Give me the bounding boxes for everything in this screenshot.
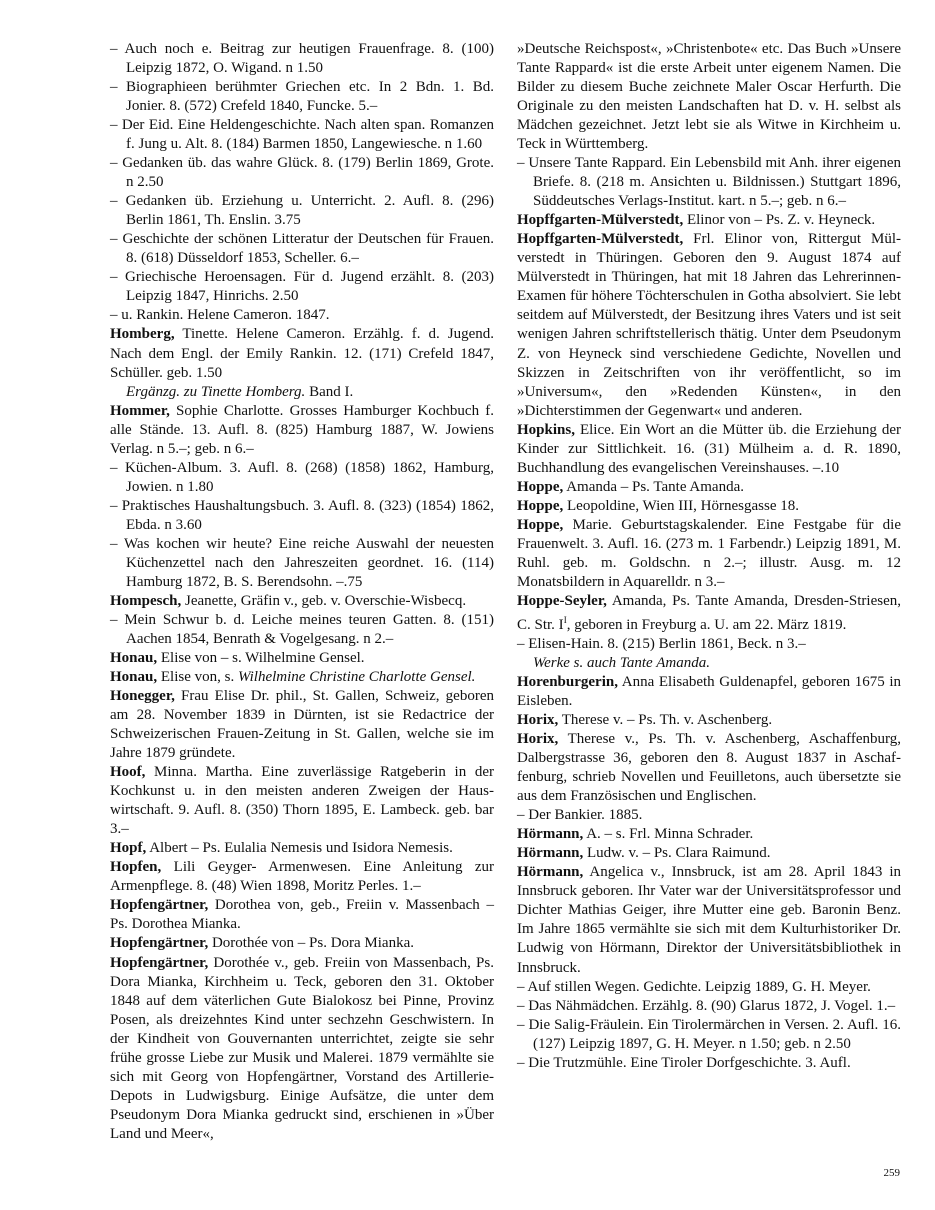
sub-entry: – Geschichte der schönen Litteratur der Deutschen für Frauen. 8. (618) Düsseldorf 1853, Scheller. 6.– (110, 231, 494, 267)
sub-entry: – Die Trutzmühle. Eine Tiroler Dorfgeschichte. 3. Aufl. (517, 1054, 851, 1071)
entry-headword: Hopfen, (110, 859, 162, 876)
sub-entry: – Mein Schwur b. d. Leiche meines teuren Gatten. 8. (151) Aachen 1854, Benrath & Vogelgesang. n 2.– (110, 611, 494, 647)
page-number: 259 (883, 1167, 900, 1179)
entry-text: Minna. Martha. Eine zuverlässige Ratgeberin in der Kochkunst u. in den meisten anderen Zweigen der Hauswirtschaft. 9. Aufl. 8. (350) Thorn 1895, E. Lambeck. geb. bar 3.– (110, 764, 494, 838)
entry (110, 649, 494, 668)
entry-headword: Hopfengärtner, (110, 935, 209, 952)
note-italic-text: Werke s. auch Tante Amanda. (533, 655, 710, 671)
entry (517, 478, 901, 497)
superscript: I (563, 614, 567, 625)
entry-text: Angelica v., Innsbruck, ist am 28. April 1843 in Innsbruck geboren. Ihr Vater war der Universitätsprofessor und Dichter Mathias Geiger, ihre Mutter eine geb. Baronin Benz. Im Jahre 1865 vermählte sie sich mit dem Kulturhistoriker Dr. Ludwig von Hörmann, Direktor der Universitätsbibliothek in Innsbruck. (517, 864, 901, 976)
entry-headword: Hoppe-Seyler, (517, 592, 607, 609)
sub-entry: – Auf stillen Wegen. Gedichte. Leipzig 1889, G. H. Meyer. (517, 978, 871, 995)
entry-text: Anna Elisabeth Guldenapfel, geboren 1675 in Eisleben. (517, 674, 901, 710)
sub-entry: – Elisen-Hain. 8. (215) Berlin 1861, Beck. n 3.– (517, 635, 806, 652)
entry (110, 954, 494, 1144)
sub-entry: – Unsere Tante Rappard. Ein Lebensbild mit Anh. ihrer eigenen Briefe. 8. (218 m. Ansichten u. Bildnissen.) Stuttgart 1896, Süddeutsches Verlags-Institut. kart. n 5.–; geb. n 6.– (517, 155, 901, 210)
entry (517, 211, 901, 230)
entry-headword: Hoppe, (517, 516, 564, 533)
entry-headword: Hoof, (110, 764, 146, 781)
entry-headword: Hopffgarten-Mülverstedt, (517, 212, 684, 229)
entry-headword: Hoppe, (517, 478, 564, 495)
entry-text: Jeanette, Gräfin v., geb. v. Overschie-Wisbecq. (181, 592, 467, 609)
entry-text: A. – s. Frl. Minna Schrader. (583, 826, 754, 843)
sub-entry: – Was kochen wir heute? Eine reiche Auswahl der neuesten Küchenzettel nach den Jahreszeiten geordnet. 16. (114) Hamburg 1872, B. S. Berendsohn. –.75 (110, 535, 494, 590)
entry-text: Elise von – s. Wilhelmine Gensel. (157, 650, 365, 666)
sub-entry: – Das Nähmädchen. Erzählg. 8. (90) Glarus 1872, J. Vogel. 1.– (517, 997, 896, 1014)
sub-entry: – Gedanken üb. das wahre Glück. 8. (179) Berlin 1869, Grote. n 2.50 (110, 155, 494, 191)
entry-headword: Hörmann, (517, 826, 584, 843)
entry-headword: Homberg, (110, 326, 175, 343)
entry (517, 592, 901, 635)
entry-text: Frau Elise Dr. phil., St. Gallen, Schweiz, geboren am 28. November 1839 in Dürnten, ist sie Redactrice der Schweizerischen Frauen-Zeitung in St. Gallen, welche sie im Jahre 1879 gründete. (110, 688, 494, 762)
entry-text: Amanda – Ps. Tante Amanda. (563, 478, 744, 495)
entry-text: Lili Geyger- Armenwesen. Eine Anleitung zur Armenpflege. 8. (48) Wien 1898, Moritz Perles. 1.– (110, 859, 494, 895)
entry (517, 516, 901, 592)
sub-entry: – Die Salig-Fräulein. Ein Tirolermärchen in Versen. 2. Aufl. 16. (127) Leipzig 1897, G. H. Meyer. n 1.50; geb. n 2.50 (517, 1016, 901, 1052)
entry-headword: Hommer, (110, 402, 170, 419)
entry-text: Dorothée von – Ps. Dora Mianka. (208, 935, 414, 952)
entry-italic-text: Wilhelmine Christine Charlotte Gensel. (237, 669, 476, 686)
entry (517, 497, 901, 516)
entry (110, 668, 494, 687)
entry-headword: Hörmann, (517, 845, 584, 862)
entry (110, 402, 494, 459)
right-column (517, 40, 901, 1073)
entry-headword: Honau, (110, 650, 158, 666)
cross-reference-note (517, 654, 901, 673)
entry-headword: Horenburgerin, (517, 674, 618, 691)
entry-headword: Hopffgarten-Mülverstedt, (517, 231, 684, 248)
sub-entry: – Gedanken üb. Erziehung u. Unterricht. 2. Aufl. 8. (296) Berlin 1861, Th. Enslin. 3.75 (110, 193, 494, 229)
entry (110, 592, 494, 611)
entry (517, 673, 901, 711)
entry (517, 863, 901, 977)
note-trailing-text: Band I. (305, 383, 354, 400)
note-italic-text: Ergänzg. zu Tinette Homberg. (126, 383, 306, 400)
entry-text: Elice. Ein Wort an die Mütter üb. die Erziehung der Kinder zur Sittlichkeit. 16. (31) Mülheim a. d. R. 1890, Buchhandlung des evangelischen Vereinshauses. –.10 (517, 421, 901, 476)
entry-text: Leopoldine, Wien III, Hörnesgasse 18. (563, 497, 799, 514)
entry-continuation: »Deutsche Reichspost«, »Christenbote« etc. Das Buch »Unsere Tante Rappard« ist die erste Arbeit unter eigenem Namen. Die Bilder zu diesem Buche zeichnete Maler Oscar Herfurth. Die Originale zu den meisten Landschaften hat D. v. H. selbst als Mädchen gezeichnet. Jetzt lebt sie als Witwe in Kirchheim u. Teck in Württemberg. (517, 41, 901, 153)
entry-headword: Hopfengärtner, (110, 897, 209, 914)
entry-headword: Hompesch, (110, 592, 182, 609)
entry-text-tail: , geboren in Freyburg a. U. am 22. März 1819. (566, 616, 847, 633)
entry (517, 421, 901, 478)
entry-text: Therese v., Ps. Th. v. Aschenberg, Aschaffenburg, Dalbergstrasse 36, geboren den 8. August 1837 in Aschaffenburg, schrieb Novellen und Feuilletons, auch übersetzte sie aus dem Französischen und Englischen. (517, 731, 901, 805)
sub-entry: – Praktisches Haushaltungsbuch. 3. Aufl. 8. (323) (1854) 1862, Ebda. n 3.60 (110, 497, 494, 533)
entry-text: Albert – Ps. Eulalia Nemesis und Isidora Nemesis. (146, 840, 453, 857)
entry-headword: Hopf, (110, 840, 147, 857)
entry-text: Sophie Charlotte. Grosses Hamburger Kochbuch f. alle Stände. 13. Aufl. 8. (825) Hamburg 1887, W. Jowiens Verlag. n 5.–; geb. n 6.– (110, 402, 494, 457)
entry-headword: Hopkins, (517, 421, 575, 438)
entry (110, 763, 494, 839)
entry-headword: Honau, (110, 669, 158, 686)
sub-entry: – Griechische Heroensagen. Für d. Jugend erzählt. 8. (203) Leipzig 1847, Hinrichs. 2.50 (110, 269, 494, 305)
entry (517, 711, 901, 730)
entry-headword: Honegger, (110, 688, 175, 705)
entry-text: Elise von, s. (157, 669, 238, 686)
left-column (110, 40, 494, 1144)
entry-text: Ludw. v. – Ps. Clara Raimund. (583, 845, 771, 862)
entry-text: Dorothée v., geb. Freiin von Massenbach, Ps. Dora Mianka, Kirchheim u. Teck, geboren den 31. Oktober 1848 auf dem väterlichen Gute Bialokosz bei Pinne, Provinz Posen, als dreizehntes Kind unter sechzehn Geschwistern. In der Kindheit von Gouvernanten unterrichtet, zeigte sie sehr frühe grosse Liebe zur Musik und Malerei. 1879 vermählte sie sich mit Georg von Hopfengärtner, Vorstand des Artillerie-Depots in Ludwigsburg. Einige Aufsätze, die unter dem Pseudonym Dora Mianka gedruckt sind, erschienen in »Über Land und Meer«, (110, 954, 494, 1142)
entry (517, 230, 901, 420)
entry (110, 934, 494, 953)
entry (110, 858, 494, 896)
entry-headword: Horix, (517, 731, 559, 748)
sub-entry: – Biographieen berühmter Griechen etc. In 2 Bdn. 1. Bd. Jonier. 8. (572) Crefeld 1840, Funcke. 5.– (110, 79, 494, 115)
entry-text: Dorothea von, geb., Freiin v. Massenbach – Ps. Dorothea Mianka. (110, 897, 494, 933)
entry-headword: Horix, (517, 712, 559, 729)
entry (110, 896, 494, 934)
entry-text: Marie. Geburtstagskalender. Eine Festgabe für die Frauenwelt. 3. Aufl. 16. (273 m. 1 Farbendr.) Leipzig 1891, M. Ruhl. geb. m. Goldschn. n 2.–; illustr. Ausg. m. 12 Monatsbildern in Aquarelldr. n 3.– (517, 516, 901, 590)
cross-reference-note (110, 383, 494, 402)
entry (110, 839, 494, 858)
entry (110, 325, 494, 382)
entry (517, 730, 901, 806)
entry (517, 825, 901, 844)
entry-text: Frl. Elinor von, Rittergut Mülverstedt in Thüringen. Geboren den 9. August 1874 auf Mülverstedt in Thüringen, hat mit 18 Jahren das Lehrerinnen-Examen für höhere Töchterschulen in Gotha absolviert. Sie lebt seitdem auf Mülverstedt, der Besitzung ihres Vaters und ist seit wenigen Jahren schriftstellerisch thätig. Unter dem Pseudonym Z. von Heyneck sind verschiedene Gedichte, Novellen und Skizzen in Zeitschriften von ihr veröffentlicht, so im »Universum«, den »Redenden Künsten«, in den »Dichterstimmen der Gegenwart« und anderen. (517, 231, 901, 419)
entry-text: Tinette. Helene Cameron. Erzählg. f. d. Jugend. Nach dem Engl. der Emily Rankin. 12. (171) Crefeld 1847, Schüller. geb. 1.50 (110, 326, 494, 381)
entry-headword: Hoppe, (517, 497, 564, 514)
entry-headword: Hopfengärtner, (110, 954, 209, 971)
entry (517, 844, 901, 863)
sub-entry: – Auch noch e. Beitrag zur heutigen Frauenfrage. 8. (100) Leipzig 1872, O. Wigand. n 1.50 (110, 41, 494, 77)
sub-entry: – u. Rankin. Helene Cameron. 1847. (110, 307, 330, 324)
entry-text: Amanda, Ps. Tante Amanda, Dresden-Striesen, C. Str. I (517, 592, 901, 633)
sub-entry: – Der Eid. Eine Heldengeschichte. Nach alten span. Romanzen f. Jung u. Alt. 8. (184) Barmen 1850, Langewiesche. n 1.60 (110, 117, 494, 153)
sub-entry: – Küchen-Album. 3. Aufl. 8. (268) (1858) 1862, Hamburg, Jowien. n 1.80 (110, 459, 494, 495)
entry-text: Therese v. – Ps. Th. v. Aschenberg. (558, 712, 773, 729)
entry-headword: Hörmann, (517, 864, 584, 881)
sub-entry: – Der Bankier. 1885. (517, 807, 643, 824)
entry-text: Elinor von – Ps. Z. v. Heyneck. (683, 212, 876, 229)
entry (110, 687, 494, 763)
